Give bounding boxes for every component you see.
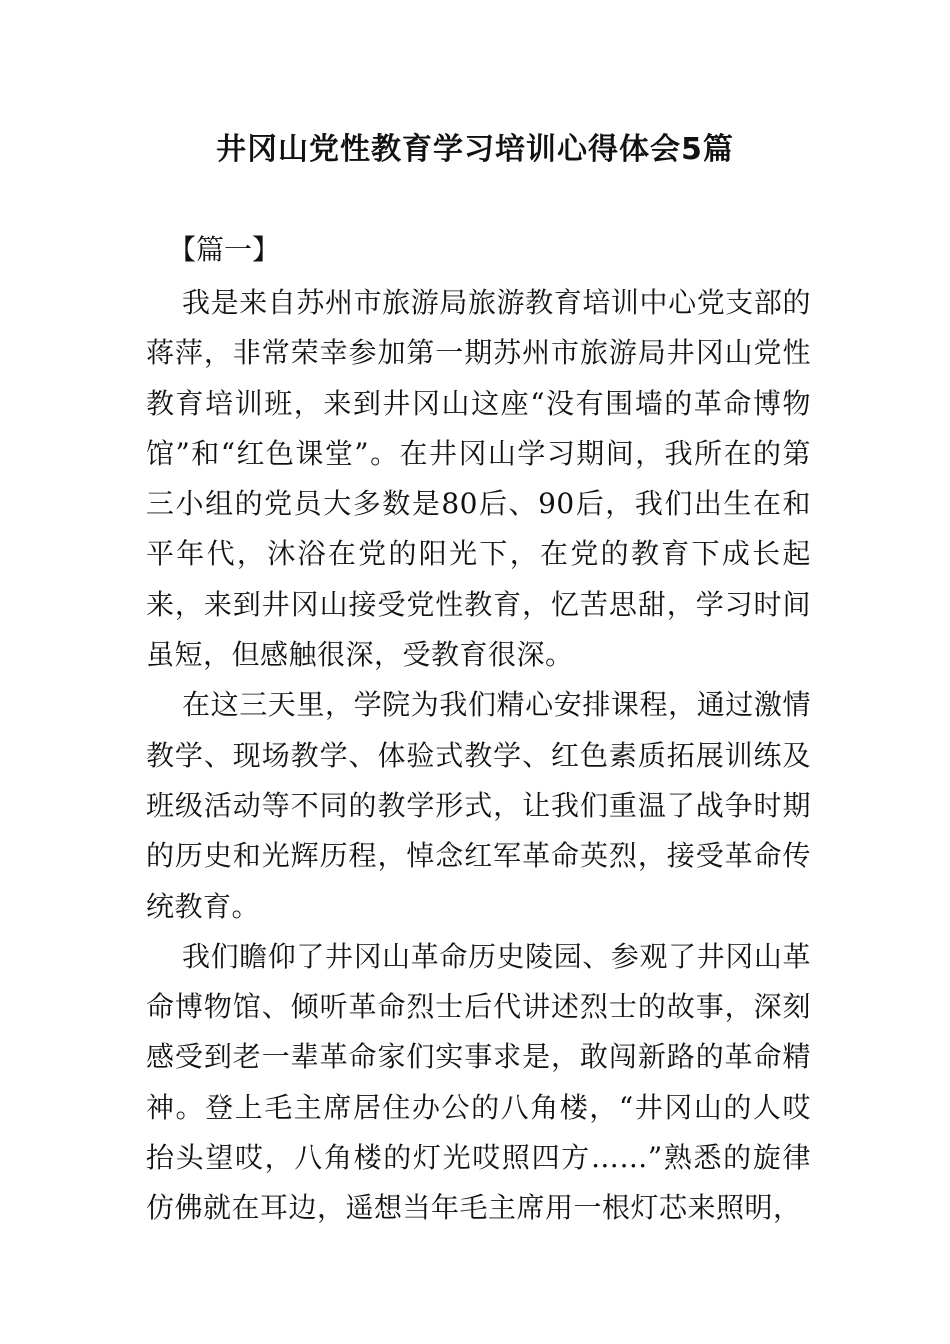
paragraph-2: 在这三天里，学院为我们精心安排课程，通过激情教学、现场教学、体验式教学、红色素质拓展训练及班级活动等不同的教学形式，让我们重温了战争时期的历史和光辉历程，悼念红军革命英烈，接受革命传统教育。 xyxy=(146,688,811,923)
document-body xyxy=(146,278,811,1234)
document-title: 井冈山党性教育学习培训心得体会5篇 xyxy=(216,132,734,167)
paragraph-3: 我们瞻仰了井冈山革命历史陵园、参观了井冈山革命博物馆、倾听革命烈士后代讲述烈士的故事，深刻感受到老一辈革命家们实事求是，敢闯新路的革命精神。登上毛主席居住办公的八角楼，“井冈山的人哎抬头望哎，八角楼的灯光哎照四方……”熟悉的旋律仿佛就在耳边，遥想当年毛主席用一根灯芯来照明， xyxy=(146,939,811,1225)
section-label: 【篇一】 xyxy=(168,233,281,266)
paragraph-1: 我是来自苏州市旅游局旅游教育培训中心党支部的蒋萍，非常荣幸参加第一期苏州市旅游局井冈山党性教育培训班，来到井冈山这座“没有围墙的革命博物馆”和“红色课堂”。在井冈山学习期间，我所在的第三小组的党员大多数是80后、90后，我们出生在和平年代，沐浴在党的阳光下，在党的教育下成长起来，来到井冈山接受党性教育，忆苦思甜，学习时间虽短，但感触很深，受教育很深。 xyxy=(146,286,811,672)
